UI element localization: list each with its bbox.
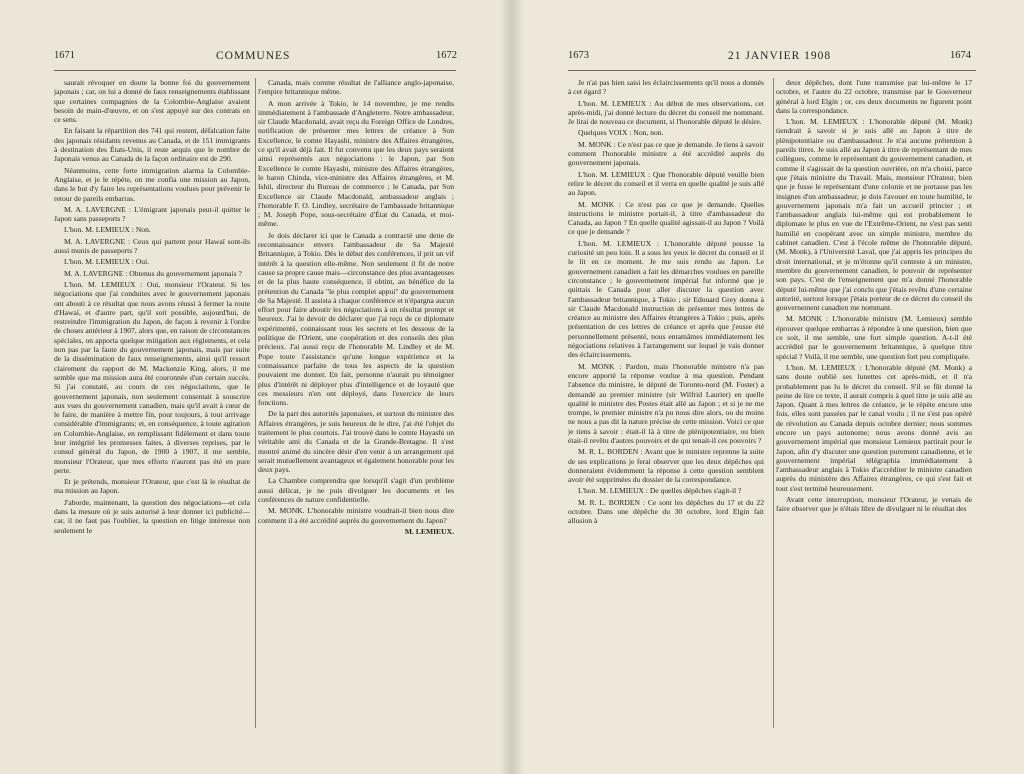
paragraph: Et je prétends, monsieur l'Orateur, que c'est là le résultat de ma mission au Japon.: [54, 477, 250, 496]
header-rule: [54, 70, 456, 71]
paragraph: M. A. LAVERGNE : L'émigrant japonais peut-il quitter le Japon sans passeports ?: [54, 204, 250, 224]
paragraph: L'hon. M. LEMIEUX : Oui.: [64, 257, 150, 267]
paragraph: L'hon. M. LEMIEUX : L'honorable député pousse la curiosité un peu loin. Il a sous les yeux le décret du conseil et il le lit en ce moment. Je me suis rendu au Japon. Le gouvernement canadien a fait les démarches voulues en pareille circonstance ; le gouvernement impérial fut informé que je quittais le Canada pour aller discuter la question avec l'ambassadeur britannique, à Tokio ; sir Edouard Grey donna à sir Claude Macdonald instruction de présenter mes lettres de créance au ministre des Affaires étrangères à Tokio ; puis, après présentation de ces lettres de créance et après que j'eusse été personnellement présenté, nous entamâmes immédiatement les négociations relatives à l'arrangement sur lequel je vais donner des éclaircissements.: [568, 238, 764, 360]
paragraph: J'aborde, maintenant, la question des négociations—et cela dans la mesure où je suis autorisé à leur donner ici publicité—car, il ne faut pas l'oublier, la question en litige intéresse non seulement le: [54, 497, 250, 535]
paragraph: Canada, mais comme résultat de l'alliance anglo-japonaise, l'empire britannique même.: [258, 78, 454, 97]
paragraph: M. MONK. L'honorable ministre voudrait-il bien nous dire comment il a été accrédité auprès du gouvernement du Japon?: [258, 506, 454, 525]
paragraph: L'hon. M. LEMIEUX : De quelles dépêches s'agit-il ?: [578, 486, 742, 496]
paragraph: M. MONK : Ce n'est pas ce que je demande. Quelles instructions le ministre portait-il, à titre d'ambassadeur du Canada, au Japon ? En quelle qualité agissait-il au Japon ? Voilà ce que je demande ?: [568, 199, 764, 237]
paragraph: M. R. L. BORDEN : Ce sont les dépêches du 17 et du 22 octobre. Dans une dépêche du 30 octobre, lord Elgin fait allusion à: [568, 497, 764, 526]
paragraph: M. LEMIEUX.: [404, 526, 454, 536]
paragraph: M. MONK : Ce n'est pas ce que je demande. Je tiens à savoir comment l'honorable ministre a été accrédité auprès du gouvernement japonais.: [568, 139, 764, 168]
paragraph: L'hon. M. LEMIEUX : Au début de mes observations, cet après-midi, j'ai donné lecture du décret du conseil me nommant. Je lirai de nouveau ce document, si l'honorable député le désire.: [568, 98, 764, 127]
paragraph: L'hon. M. LEMIEUX : L'honorable député (M. Monk) a sans doute oublié ses lunettes cet après-midi, et il n'a probablement pas lu le décret du conseil. S'il se fût donné la peine de lire ce texte, il aurait compris à quel titre je suis allé au Japon. Quant à mes lettres de créance, je le répète encore une fois, elles sont passées par le canal voulu ; il ne s'est pas opéré de révolution au Canada depuis octobre dernier; nous sommes encore un pays autonome; nous avons donné avis au gouvernement impérial que monsieur Lemieux partirait pour le Japon, afin d'y discuter une question purement canadienne, et le gouvernement impérial télégraphia immédiatement à l'ambassadeur anglais à Tokio d'accréditer le ministre canadien auprès du ministère des Affaires étrangères, ce qui s'est fait et tout s'est terminé heureusement.: [776, 362, 972, 493]
left-page-header: [0, 50, 512, 68]
page-number: 1671: [54, 50, 75, 61]
paragraph: saurait révoquer en doute la bonne foi du gouvernement japonais ; car, on lui a donné de faux renseignements établissant que certaines compagnies de la Colombie-Anglaise avaient besoin de main-d'œuvre, et on s'est appuyé sur des contrats en ce sens.: [54, 78, 250, 125]
paragraph: A mon arrivée à Tokio, le 14 novembre, je me rendis immédiatement à l'ambassade d'Angleterre. Notre ambassadeur, sir Claude Macdonald, avait reçu du Foreign Office de Londres, notification de présenter mes lettres de créance à Son Excellence, le comte Hayashi, ministre des Affaires étrangères, ce qu'il avait déjà fait. Il fut convenu que les deux pays seraient ainsi représentés aux négociations : le Japon, par Son Excellence le comte Hayashi, ministre des Affaires étrangères, le baron Chinda, vice-ministre des Affaires étrangères, et M. Ishii, directeur du Bureau de commerce ; le Canada, par Son Excellence sir Claude Macdonald, ambassadeur anglais ; l'honorable F. O. Lindley, secrétaire de l'ambassade britannique ; M. Joseph Pope, sous-secrétaire d'État du Canada, et moi-même.: [258, 98, 454, 229]
right-page-column-1: [568, 78, 764, 728]
paragraph: M. A. LAVERGNE : Ceux qui partent pour Hawaï sont-ils aussi munis de passeports ?: [54, 236, 250, 256]
paragraph: Avant cette interruption, monsieur l'Orateur, je venais de faire observer que je n'étais libre de divulguer ni le résultat des: [776, 495, 972, 514]
paragraph: L'hon. M. LEMIEUX : Non.: [64, 225, 151, 235]
column-divider: [255, 78, 256, 728]
paragraph: Je dois déclarer ici que le Canada a contracté une dette de reconnaissance envers l'ambassadeur de Sa Majesté Britannique, à Tokio. Dès le début des conférences, il prit un vif intérêt à la question elle-même. Non seulement il fit de notre cause sa propre cause mais—circonstance des plus avantageuses et de la plus haute conséquence, il obtint, au bénéfice de la prétention du Canada "le plus complet appui" du gouvernement de Sa Majesté. Il assista à chaque conférence et n'épargna aucun effort pour faire aboutir les négociations à un résultat prompt et heureux. J'ai le devoir de déclarer que j'ai reçu de ce diplomate expérimenté, connaissant tous les secrets et les dessous de la politique de l'Orient, une coopération et des conseils des plus précieux. J'ai aussi reçu de l'honorable M. Lindley et de M. Pope toute l'assistance qu'une longue expérience et la connaissance parfaite de tous les aspects de la question pouvaient me donner. En fait, personne n'aurait pu témoigner plus d'intérêt ni déployer plus d'intelligence et de loyauté que ces messieurs n'en ont déployé, dans l'exercice de leurs fonctions.: [258, 230, 454, 408]
paragraph: M. MONK : L'honorable ministre (M. Lemieux) semble éprouver quelque embarras à répondre à une question, bien que ce soit, il me semble, une fort simple question. A-t-il été accrédité par le gouvernement britannique, à quelque titre spécial ? Voilà, il me semble, une question fort peu compliquée.: [776, 314, 972, 361]
left-page-column-1: [54, 78, 250, 728]
paragraph: M. A. LAVERGNE : Obtenus du gouvernement japonais ?: [64, 268, 242, 278]
paragraph: En faisant la répartition des 741 qui restent, défalcation faite des japonais résidants revenus au Canada, et de 151 immigrants à destination des États-Unis, il reste aequis que le nombre de Japonais venus au Canada de la façon ordinaire est de 290.: [54, 126, 250, 164]
page-number: 1672: [436, 50, 457, 61]
paragraph: M. MONK : Pardon, mais l'honorable ministre n'a pas encore apporté la réponse voulue à ma question. Pendant l'absence du ministre, le député de Toronto-nord (M. Foster) a demandé au premier ministre (sir Wilfrid Laurier) en quelle qualité le ministre des Postes était allé au Japon ; et si je ne me trompe, le premier ministre n'a pu nous dire alors, ou du moins ne nous a pas dit la nature précise de cette mission. Voici ce que je tiens à savoir : était-il là à titre de plénipotentiaire, ou bien était-il revêtu d'autres pouvoirs et de qui tenait-il ces pouvoirs ?: [568, 361, 764, 445]
right-page-column-2: [776, 78, 972, 728]
right-page: [512, 0, 1024, 774]
paragraph: L'hon. M. LEMIEUX : L'honorable député (M. Monk) tiendrait à savoir si je suis allé au Japon à titre de plénipotentiaire ou d'ambassadeur. Je n'ai aucune prétention à pareils titres. Je suis allé au Japon à titre de représentant de mes collègues, comme le représentant du gouvernement canadien, et comme il s'agissait de la question ouvrière, on m'a choisi, parce que j'étais ministre du Travail. Mais, monsieur l'Orateur, bien que je fusse le représentant d'une colonie et ne portasse pas les insignes d'un ambassadeur, je dois l'avouer en toute humilité, le gouvernement japonais m'a fait un accueil princier ; et l'ambassadeur anglais lui-même qui est probablement le diplomate le plus en vue de l'Extrême-Orient, ne s'est pas senti humilié en coopérant avec un simple ministre, membre du cabinet canadien. C'est à l'école même de l'honorable député, (M. Monk), à l'Université Laval, que j'ai appris les principes du droit international, et je m'étonne qu'il conteste à un ministre, membre du gouvernement canadien, le pouvoir de représenter son pays. C'est de l'enseignement que m'a donné l'honorable député lui-même que j'ai conclu que j'étais revêtu d'une certaine autorité, surtout lorsque j'étais porteur de ce décret du conseil du gouvernement canadien me nommant.: [776, 117, 972, 313]
paragraph: De la part des autorités japonaises, et surtout du ministre des Affaires étrangères, je suis heureux de le dire, j'ai été l'objet du traitement le plus courtois. J'ai trouvé dans le comte Hayashi un véritable ami du Canada et de la Grande-Bretagne. Il s'est montré animé du sincère désir d'en venir à un arrangement qui serait mutuellement avantageux et également honorable pour les deux pays.: [258, 409, 454, 475]
page-number: 1674: [950, 50, 971, 61]
right-page-header: [512, 50, 1024, 68]
left-page-column-2: [258, 78, 454, 728]
paragraph: L'hon. M. LEMIEUX : Oui, monsieur l'Orateur. Si les négociations que j'ai conduites avec le gouvernement japonais ont abouti à ce résultat que nous avons réussi à fermer la route d'Hawaï, et d'autre part, qu'il soit possible, aujourd'hui, de restreindre l'immigration du Japon, de façon à revenir à l'ordre de choses antérieur à 1907, alors que, en raison de circonstances spéciales, on apporta quelque mitigation aux règlements, et cela non pas par la faute du gouvernement japonais, mais par suite de la dissémination de faux renseignements, ainsi qu'il ressort clairement du rapport de M. Mackenzie King, alors, il me semble que ma mission aura été couronnée d'un certain succès. Si j'ai constaté, au cours de ces négociations, que le gouvernement japonais, non seulement consentait à souscrire aux vues du gouvernement canadien, mais qu'il avait à cœur de le faire, de manière à mettre fin, pour toujours, à tout arrivage considérable d'immigrants; et, en conséquence, à toute agitation en Colombie-Anglaise, en remplissant fidèlement et dans toute leur intégrité les promesses faites, à diverses reprises, par le consul général du Japon, de 1900 à 1907, il me semble, monsieur l'Orateur, que mes efforts n'auront pas été en pure perte.: [54, 279, 250, 475]
running-title: 21 JANVIER 1908: [728, 50, 832, 62]
paragraph: La Chambre comprendra que lorsqu'il s'agit d'un problème aussi délicat, je ne puis divulguer les documents et les conférences de nature confidentielle.: [258, 476, 454, 505]
paragraph: Je n'ai pas bien saisi les éclaircissements qu'il nous a donnés à cet égard ?: [568, 78, 764, 97]
paragraph: deux dépêches, dont l'une transmise par lui-même le 17 octobre, et l'autre du 22 octobre, transmise par le Gouverneur général à lord Elgin ; or, ces deux documents ne figurent point dans la correspondance.: [776, 78, 972, 115]
paragraph: Quelques VOIX : Non, non.: [578, 128, 664, 138]
paragraph: M. R. L. BORDEN : Avant que le ministre reprenne la suite de ses explications je ferai observer que les deux dépêches qui donneraient évidemment la réponse à cette question semblent avoir été supprimées du dossier de la correspondance.: [568, 447, 764, 485]
column-divider: [773, 78, 774, 728]
running-title: COMMUNES: [216, 50, 291, 62]
page-number: 1673: [568, 50, 589, 61]
paragraph: L'hon. M. LEMIEUX : Que l'honorable député veuille bien relire le décret du conseil et il verra en quelle qualité je suis allé au Japon.: [568, 169, 764, 198]
header-rule: [568, 70, 976, 71]
paragraph: Néanmoins, cette forte immigration alarma la Colombie-Anglaise, et je le répète, on me confia une mission au Japon, dans le but d'y faire les représentations voulues pour prévenir le retour de pareils embarras.: [54, 165, 250, 203]
